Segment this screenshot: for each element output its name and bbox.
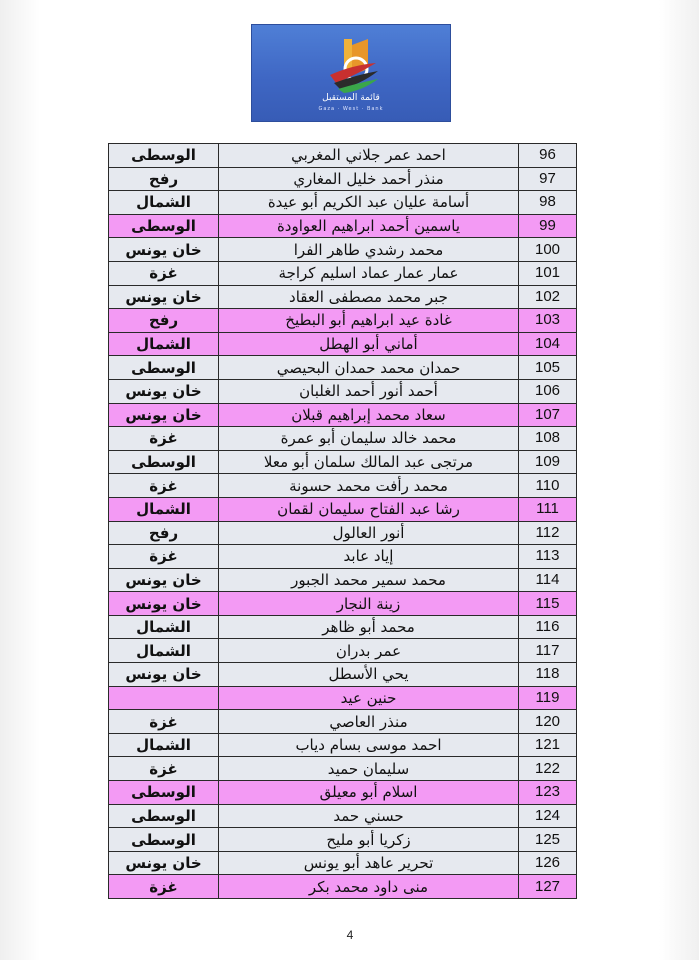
name-cell: منذر أحمد خليل المغاري: [219, 167, 519, 191]
region-cell: الشمال: [109, 733, 219, 757]
table-row: [109, 733, 577, 757]
number-cell: 118: [519, 663, 577, 687]
name-cell: إياد عابد: [219, 545, 519, 569]
name-cell: محمد سمير محمد الجبور: [219, 568, 519, 592]
region-cell: الشمال: [109, 191, 219, 215]
name-cell: عمار عمار عماد اسليم كراجة: [219, 261, 519, 285]
name-cell: مرتجى عبد المالك سلمان أبو معلا: [219, 450, 519, 474]
number-cell: 100: [519, 238, 577, 262]
number-cell: 112: [519, 521, 577, 545]
table-row: [109, 875, 577, 899]
region-cell: الشمال: [109, 497, 219, 521]
table-row: [109, 497, 577, 521]
table-row: [109, 379, 577, 403]
number-cell: 99: [519, 214, 577, 238]
region-cell: غزة: [109, 710, 219, 734]
table-row: [109, 403, 577, 427]
number-cell: 104: [519, 332, 577, 356]
number-cell: 116: [519, 615, 577, 639]
region-cell: الوسطى: [109, 781, 219, 805]
number-cell: 125: [519, 828, 577, 852]
name-cell: منى داود محمد بكر: [219, 875, 519, 899]
region-cell: خان يونس: [109, 592, 219, 616]
region-cell: [109, 686, 219, 710]
number-cell: 98: [519, 191, 577, 215]
name-cell: احمد موسى بسام دياب: [219, 733, 519, 757]
table-row: [109, 710, 577, 734]
region-cell: غزة: [109, 474, 219, 498]
number-cell: 96: [519, 144, 577, 168]
name-cell: محمد رأفت محمد حسونة: [219, 474, 519, 498]
table-row: [109, 214, 577, 238]
region-cell: غزة: [109, 545, 219, 569]
table-row: [109, 450, 577, 474]
logo-title: قائمة المستقبل: [322, 93, 380, 103]
table-row: [109, 167, 577, 191]
region-cell: الوسطى: [109, 804, 219, 828]
number-cell: 127: [519, 875, 577, 899]
name-cell: أسامة عليان عبد الكريم أبو عيدة: [219, 191, 519, 215]
name-cell: جبر محمد مصطفى العقاد: [219, 285, 519, 309]
name-cell: حنين عيد: [219, 686, 519, 710]
number-cell: 113: [519, 545, 577, 569]
name-cell: أنور العالول: [219, 521, 519, 545]
table-row: [109, 828, 577, 852]
name-cell: منذر العاصي: [219, 710, 519, 734]
table-row: [109, 663, 577, 687]
number-cell: 115: [519, 592, 577, 616]
region-cell: خان يونس: [109, 285, 219, 309]
table-row: [109, 639, 577, 663]
candidates-table: [108, 143, 577, 899]
name-cell: يحي الأسطل: [219, 663, 519, 687]
table-row: [109, 686, 577, 710]
region-cell: الوسطى: [109, 450, 219, 474]
region-cell: خان يونس: [109, 568, 219, 592]
number-cell: 120: [519, 710, 577, 734]
name-cell: حمدان محمد حمدان البحيصي: [219, 356, 519, 380]
number-cell: 105: [519, 356, 577, 380]
list-logo: [251, 24, 451, 122]
table-row: [109, 545, 577, 569]
table-row: [109, 356, 577, 380]
name-cell: زينة النجار: [219, 592, 519, 616]
number-cell: 119: [519, 686, 577, 710]
name-cell: سليمان حميد: [219, 757, 519, 781]
name-cell: سعاد محمد إبراهيم قبلان: [219, 403, 519, 427]
region-cell: خان يونس: [109, 851, 219, 875]
region-cell: رفح: [109, 521, 219, 545]
region-cell: خان يونس: [109, 238, 219, 262]
number-cell: 103: [519, 309, 577, 333]
number-cell: 114: [519, 568, 577, 592]
number-cell: 108: [519, 427, 577, 451]
number-cell: 97: [519, 167, 577, 191]
table-row: [109, 568, 577, 592]
table-row: [109, 285, 577, 309]
region-cell: الشمال: [109, 615, 219, 639]
region-cell: غزة: [109, 427, 219, 451]
table-row: [109, 238, 577, 262]
name-cell: محمد رشدي طاهر الفرا: [219, 238, 519, 262]
number-cell: 124: [519, 804, 577, 828]
name-cell: غادة عيد ابراهيم أبو البطيخ: [219, 309, 519, 333]
region-cell: غزة: [109, 875, 219, 899]
region-cell: رفح: [109, 309, 219, 333]
name-cell: اسلام أبو معيلق: [219, 781, 519, 805]
number-cell: 122: [519, 757, 577, 781]
region-cell: الوسطى: [109, 144, 219, 168]
table-row: [109, 427, 577, 451]
table-row: [109, 191, 577, 215]
number-cell: 123: [519, 781, 577, 805]
region-cell: رفح: [109, 167, 219, 191]
name-cell: ياسمين أحمد ابراهيم العواودة: [219, 214, 519, 238]
name-cell: احمد عمر جلاني المغربي: [219, 144, 519, 168]
name-cell: أحمد أنور أحمد الغلبان: [219, 379, 519, 403]
table-row: [109, 851, 577, 875]
number-cell: 106: [519, 379, 577, 403]
table-row: [109, 144, 577, 168]
number-cell: 109: [519, 450, 577, 474]
name-cell: رشا عبد الفتاح سليمان لقمان: [219, 497, 519, 521]
region-cell: خان يونس: [109, 663, 219, 687]
number-cell: 110: [519, 474, 577, 498]
table-row: [109, 757, 577, 781]
region-cell: الشمال: [109, 639, 219, 663]
name-cell: تحرير عاهد أبو يونس: [219, 851, 519, 875]
number-cell: 101: [519, 261, 577, 285]
number-cell: 111: [519, 497, 577, 521]
name-cell: محمد أبو ظاهر: [219, 615, 519, 639]
table-row: [109, 804, 577, 828]
candidates-table-body: [109, 144, 577, 899]
name-cell: أماني أبو الهطل: [219, 332, 519, 356]
table-row: [109, 309, 577, 333]
number-cell: 102: [519, 285, 577, 309]
region-cell: الوسطى: [109, 828, 219, 852]
table-row: [109, 332, 577, 356]
page-number: 4: [346, 928, 354, 942]
logo-subtitle: Gaza · West · Bank: [318, 106, 384, 112]
name-cell: عمر بدران: [219, 639, 519, 663]
table-row: [109, 474, 577, 498]
number-cell: 121: [519, 733, 577, 757]
number-cell: 126: [519, 851, 577, 875]
number-cell: 107: [519, 403, 577, 427]
region-cell: الوسطى: [109, 356, 219, 380]
region-cell: الوسطى: [109, 214, 219, 238]
region-cell: غزة: [109, 261, 219, 285]
table-row: [109, 781, 577, 805]
name-cell: محمد خالد سليمان أبو عمرة: [219, 427, 519, 451]
name-cell: حسني حمد: [219, 804, 519, 828]
table-row: [109, 261, 577, 285]
table-row: [109, 615, 577, 639]
number-cell: 117: [519, 639, 577, 663]
region-cell: غزة: [109, 757, 219, 781]
table-row: [109, 521, 577, 545]
region-cell: خان يونس: [109, 379, 219, 403]
region-cell: الشمال: [109, 332, 219, 356]
table-row: [109, 592, 577, 616]
name-cell: زكريا أبو مليح: [219, 828, 519, 852]
region-cell: خان يونس: [109, 403, 219, 427]
